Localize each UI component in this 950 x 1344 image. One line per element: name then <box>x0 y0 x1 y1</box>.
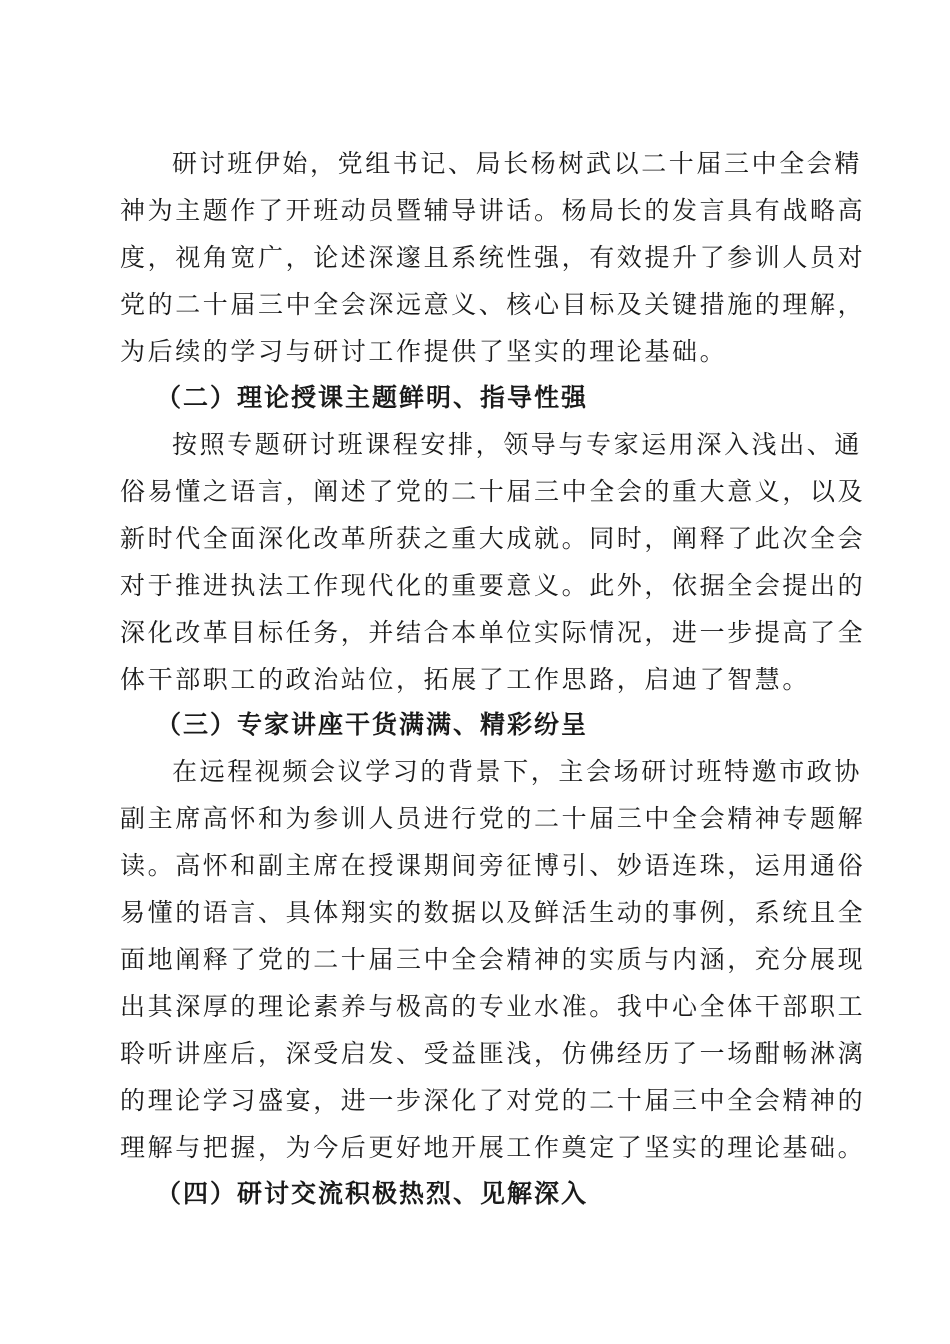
text-line: 俗易懂之语言，阐述了党的二十届三中全会的重大意义，以及 <box>120 477 866 506</box>
text-line: 神为主题作了开班动员暨辅导讲话。杨局长的发言具有战略高 <box>120 196 866 225</box>
section-heading-2: （二）理论授课主题鲜明、指导性强 <box>156 383 589 412</box>
text-line: 读。高怀和副主席在授课期间旁征博引、妙语连珠，运用通俗 <box>120 851 866 880</box>
section-heading-3: （三）专家讲座干货满满、精彩纷呈 <box>156 710 589 739</box>
text-line: 聆听讲座后，深受启发、受益匪浅，仿佛经历了一场酣畅淋漓 <box>120 1039 866 1068</box>
text-line: 对于推进执法工作现代化的重要意义。此外，依据全会提出的 <box>120 571 866 600</box>
text-line: 体干部职工的政治站位，拓展了工作思路，启迪了智慧。 <box>120 665 811 694</box>
text-line: 副主席高怀和为参训人员进行党的二十届三中全会精神专题解 <box>120 804 866 833</box>
section-heading-4: （四）研讨交流积极热烈、见解深入 <box>156 1179 589 1208</box>
text-line: 新时代全面深化改革所获之重大成就。同时，阐释了此次全会 <box>120 524 866 553</box>
text-line: 出其深厚的理论素养与极高的专业水准。我中心全体干部职工 <box>120 992 866 1021</box>
text-line: 的理论学习盛宴，进一步深化了对党的二十届三中全会精神的 <box>120 1086 866 1115</box>
text-line: 按照专题研讨班课程安排，领导与专家运用深入浅出、通 <box>172 430 863 459</box>
text-line: 研讨班伊始，党组书记、局长杨树武以二十届三中全会精 <box>172 149 863 178</box>
text-line: 面地阐释了党的二十届三中全会精神的实质与内涵，充分展现 <box>120 945 866 974</box>
text-line: 深化改革目标任务，并结合本单位实际情况，进一步提高了全 <box>120 618 866 647</box>
text-line: 易懂的语言、具体翔实的数据以及鲜活生动的事例，系统且全 <box>120 898 866 927</box>
text-line: 在远程视频会议学习的背景下，主会场研讨班特邀市政协 <box>172 757 863 786</box>
text-line: 度，视角宽广，论述深邃且系统性强，有效提升了参训人员对 <box>120 243 866 272</box>
text-line: 理解与把握，为今后更好地开展工作奠定了坚实的理论基础。 <box>120 1133 866 1162</box>
text-line: 党的二十届三中全会深远意义、核心目标及关键措施的理解， <box>120 290 866 319</box>
text-line: 为后续的学习与研讨工作提供了坚实的理论基础。 <box>120 337 728 366</box>
